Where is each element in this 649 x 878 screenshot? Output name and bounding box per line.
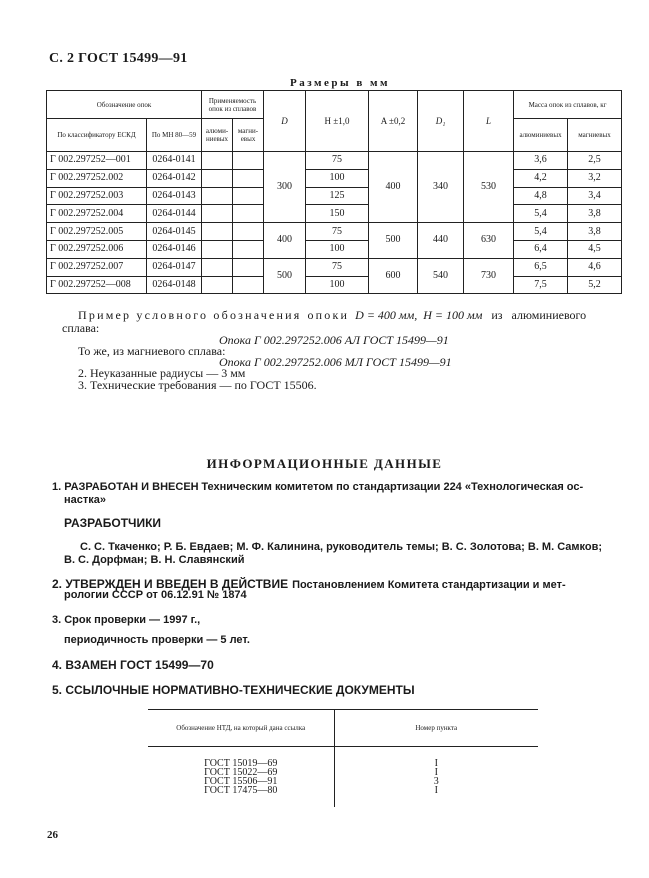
cell-H: 100 [306,240,369,258]
info-title: ИНФОРМАЦИОННЫЕ ДАННЫЕ [206,456,443,471]
cell-H: 100 [306,276,369,294]
header-application: Применяемость опок из сплавов [202,91,264,119]
cell-mn: 0264-0146 [147,240,202,258]
developers-line1: С. С. Ткаченко; Р. Б. Евдаев; М. Ф. Калинина, руководитель темы; В. С. Золотова; В. М. Самков; [80,541,603,553]
cell-mass-mg: 3,8 [568,205,622,223]
developers-line2: В. С. Дорфман; В. Н. Славянский [64,554,245,566]
cell-mass-al: 7,5 [514,276,568,294]
ref-doc: ГОСТ 17475—80 [204,785,278,796]
developers-title: РАЗРАБОТЧИКИ [64,516,162,530]
header-eskd: По классификатору ЕСКД [47,119,147,152]
example-d: D = 400 мм, [355,308,418,322]
cell-mass-mg: 4,6 [568,258,622,276]
cell-eskd: Г 002.297252.007 [47,258,147,276]
page-number: 26 [47,829,58,841]
cell-eskd: Г 002.297252—008 [47,276,147,294]
header-magn: магни-евых [233,119,264,152]
cell-eskd: Г 002.297252.002 [47,169,147,187]
ref-point: I [434,785,438,796]
cell-mn: 0264-0144 [147,205,202,223]
table-row [47,187,622,205]
example-line2: сплава: [62,321,100,335]
opoka-table [46,90,622,294]
ref-header-doc: Обозначение НТД, на который дана ссылка [148,710,334,747]
cell-H: 75 [306,223,369,241]
ref-doc: ГОСТ 15019—69 [204,758,278,769]
example-h: H = 100 мм [423,308,483,322]
cell-mass-mg: 4,5 [568,240,622,258]
table-row [47,223,622,241]
info-item-1: 1. РАЗРАБОТАН И ВНЕСЕН Техническим комитетом по стандартизации 224 «Технологическая ос- [52,481,584,493]
info-item-4: 4. ВЗАМЕН ГОСТ 15499—70 [52,658,214,672]
designation-al: Опока Г 002.297252.006 АЛ ГОСТ 15499—91 [219,333,449,347]
header-D: D [264,91,306,152]
table-row [47,152,622,170]
page-header: С. 2 ГОСТ 15499—91 [49,51,188,66]
cell-mass-mg: 3,4 [568,187,622,205]
cell-D1: 540 [418,258,464,294]
cell-A: 500 [369,223,418,259]
cell-mass-al: 3,6 [514,152,568,170]
reference-table [148,709,538,807]
example-lead: Пример условного обозначения [78,308,302,322]
same-magn: То же, из магниевого сплава: [78,344,226,358]
info-item-2-cont: рологии СССР от 06.12.91 № 1874 [64,589,247,601]
designation-mg: Опока Г 002.297252.006 МЛ ГОСТ 15499—91 [219,355,452,369]
cell-L: 530 [464,152,514,223]
cell-mass-mg: 2,5 [568,152,622,170]
info-item-2: 2. УТВЕРЖДЕН И ВВЕДЕН В ДЕЙСТВИЕ Постановлением Комитета стандартизации и мет- [52,577,566,591]
cell-D: 300 [264,152,306,223]
example-line [78,308,623,323]
header-L: L [464,91,514,152]
example-mid2: из [491,308,503,322]
info-item-1-cont: настка» [64,494,107,506]
cell-D: 500 [264,258,306,294]
cell-eskd: Г 002.297252—001 [47,152,147,170]
cell-mn: 0264-0145 [147,223,202,241]
table-row [47,258,622,276]
header-D1: D₁ [418,91,464,152]
header-designation: Обозначение опок [47,91,202,119]
info-item-3b: периодичность проверки — 5 лет. [64,634,250,646]
cell-mn: 0264-0148 [147,276,202,294]
cell-mass-mg: 3,8 [568,223,622,241]
cell-mass-al: 5,4 [514,205,568,223]
header-magn-mass: магниевых [568,119,622,152]
cell-eskd: Г 002.297252.003 [47,187,147,205]
cell-A: 600 [369,258,418,294]
cell-mn: 0264-0147 [147,258,202,276]
header-alum: алюми-ниевых [202,119,233,152]
cell-H: 125 [306,187,369,205]
ref-point: I [434,758,438,769]
example-tail: алюминиевого [511,308,587,322]
cell-mass-mg: 5,2 [568,276,622,294]
cell-mass-al: 5,4 [514,223,568,241]
cell-D1: 340 [418,152,464,223]
cell-eskd: Г 002.297252.004 [47,205,147,223]
table-row [47,205,622,223]
cell-H: 75 [306,258,369,276]
ref-point: I [434,767,438,778]
cell-mass-al: 4,2 [514,169,568,187]
cell-mn: 0264-0143 [147,187,202,205]
info-item-3: 3. Срок проверки — 1997 г., [52,614,201,626]
info-item-5: 5. ССЫЛОЧНЫЕ НОРМАТИВНО-ТЕХНИЧЕСКИЕ ДОКУМЕНТЫ [52,683,415,697]
table-units: Размеры в мм [290,77,390,89]
cell-mn: 0264-0141 [147,152,202,170]
header-alum-mass: алюминиевых [514,119,568,152]
cell-mass-al: 6,4 [514,240,568,258]
cell-mass-al: 6,5 [514,258,568,276]
header-mass: Масса опок из сплавов, кг [514,91,622,119]
cell-D: 400 [264,223,306,259]
cell-D1: 440 [418,223,464,259]
cell-mass-al: 4,8 [514,187,568,205]
cell-L: 630 [464,223,514,259]
ref-doc: ГОСТ 15506—91 [204,776,278,787]
cell-H: 150 [306,205,369,223]
note-3: 3. Технические требования — по ГОСТ 15506. [78,378,317,392]
header-A: A ±0,2 [369,91,418,152]
cell-mass-mg: 3,2 [568,169,622,187]
example-mid1: опоки [307,308,350,322]
ref-header-point: Номер пункта [334,710,538,747]
ref-points [334,747,538,808]
table-row [47,169,622,187]
header-H: H ±1,0 [306,91,369,152]
ref-doc: ГОСТ 15022—69 [204,767,278,778]
cell-eskd: Г 002.297252.005 [47,223,147,241]
cell-eskd: Г 002.297252.006 [47,240,147,258]
cell-H: 100 [306,169,369,187]
cell-L: 730 [464,258,514,294]
cell-H: 75 [306,152,369,170]
ref-point: 3 [433,776,439,787]
cell-A: 400 [369,152,418,223]
header-mn: По МН 80—59 [147,119,202,152]
note-2: 2. Неуказанные радиусы — 3 мм [78,366,246,380]
table-row [47,276,622,294]
table-row [47,240,622,258]
ref-docs [148,747,334,808]
cell-mn: 0264-0142 [147,169,202,187]
